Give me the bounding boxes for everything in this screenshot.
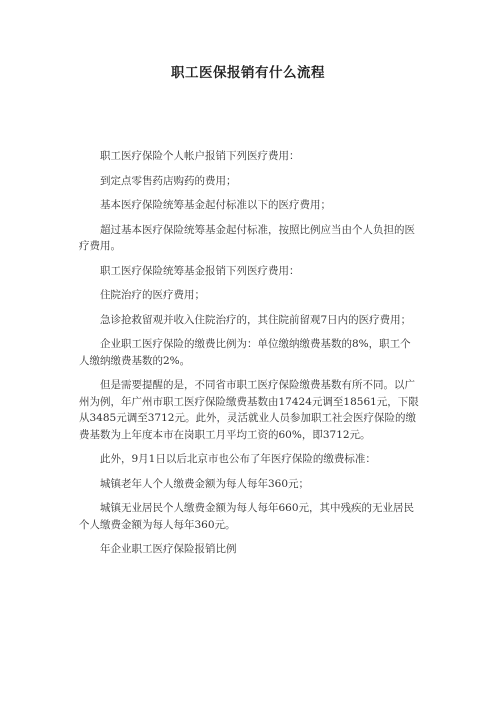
document-title: 职工医保报销有什么流程 <box>171 65 325 81</box>
paragraph: 基本医疗保险统筹基金起付标准以下的医疗费用； <box>100 199 331 211</box>
paragraph: 超过基本医疗保险统筹基金起付标准，按照比例应当由个人负担的医疗费用。 <box>79 223 415 252</box>
paragraph: 但是需要提醒的是，不同省市职工医疗保险缴费基数有所不同。以广州为例，年广州市职工医疗保险缴费基数由17424元调至18561元，下限从3485元调至3712元。此外，灵活就业人员参加职工社会医疗保险的缴费基数为上年度本市在岗职工月平均工资的60%，即3712元。 <box>79 379 419 441</box>
paragraph: 城镇无业居民个人缴费金额为每人每年660元，其中残疾的无业居民个人缴费金额为每人每年360元。 <box>79 502 415 531</box>
paragraph: 职工医疗保险个人帐户报销下列医疗费用： <box>100 150 300 162</box>
paragraph: 住院治疗的医疗费用； <box>100 289 205 301</box>
document-body <box>79 148 419 566</box>
paragraph: 年企业职工医疗保险报销比例 <box>100 543 237 555</box>
paragraph: 到定点零售药店购药的费用； <box>100 174 237 187</box>
paragraph: 城镇老年人个人缴费金额为每人每年360元； <box>100 477 310 490</box>
paragraph: 此外，9月1日以后北京市也公布了年医疗保险的缴费标准： <box>100 453 376 465</box>
paragraph: 企业职工医疗保险的缴费比例为：单位缴纳缴费基数的8%，职工个人缴纳缴费基数的2%。 <box>79 338 411 367</box>
paragraph: 职工医疗保险统筹基金报销下列医疗费用： <box>100 264 300 277</box>
paragraph: 急诊抢救留观并收入住院治疗的，其住院前留观7日内的医疗费用； <box>100 313 412 326</box>
